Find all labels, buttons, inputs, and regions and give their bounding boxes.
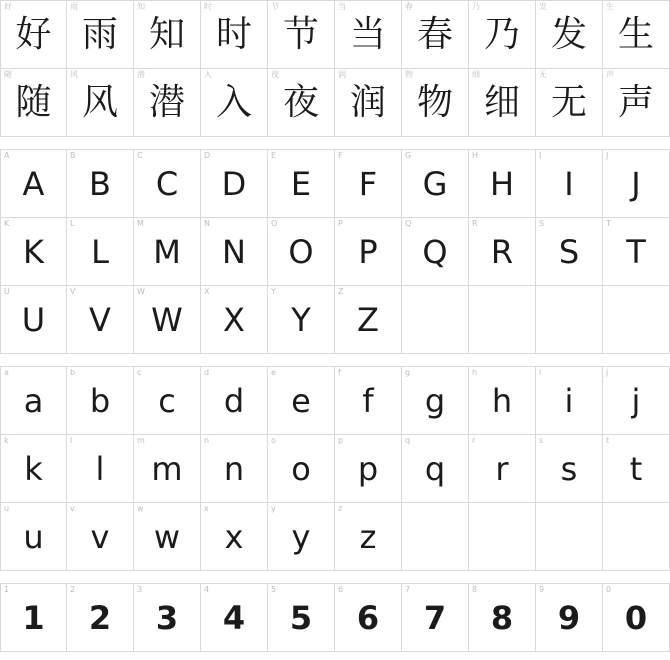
glyph-cell: [469, 150, 536, 217]
glyph-tag: y: [271, 504, 276, 513]
glyph-tag: t: [606, 436, 610, 445]
glyph-character: 5: [289, 598, 313, 637]
glyph-tag: W: [137, 287, 145, 296]
glyph-cell: [402, 367, 469, 434]
glyph-cell: [201, 1, 268, 68]
glyph-cell-empty: [402, 503, 469, 570]
glyph-cell: [0, 286, 67, 353]
glyph-cell: [603, 435, 670, 502]
glyph-cell: [603, 584, 670, 651]
glyph-tag: r: [472, 436, 476, 445]
glyph-cell: [67, 218, 134, 285]
glyph-cell: [201, 435, 268, 502]
glyph-tag: Y: [271, 287, 276, 296]
glyph-character: P: [358, 232, 378, 271]
glyph-character: 6: [356, 598, 380, 637]
glyph-cell: [0, 150, 67, 217]
glyph-tag: s: [539, 436, 544, 445]
glyph-tag: 8: [472, 585, 478, 594]
glyph-character: L: [91, 232, 109, 271]
glyph-cell: [335, 218, 402, 285]
glyph-character: a: [23, 381, 44, 420]
glyph-cell: [201, 367, 268, 434]
glyph-character: 9: [557, 598, 581, 637]
glyph-character: 2: [88, 598, 112, 637]
glyph-cell: [402, 435, 469, 502]
glyph-cell: [0, 367, 67, 434]
glyph-character: v: [90, 517, 110, 556]
glyph-cell-empty: [469, 503, 536, 570]
glyph-character: 1: [22, 598, 45, 637]
glyph-tag: m: [137, 436, 145, 445]
glyph-cell: [603, 69, 670, 136]
glyph-cell: [536, 69, 603, 136]
glyph-cell: [201, 503, 268, 570]
glyph-cell: [335, 367, 402, 434]
glyph-cell: [201, 286, 268, 353]
glyph-cell: [67, 435, 134, 502]
glyph-tag: 润: [338, 70, 346, 79]
glyph-tag: B: [70, 151, 76, 160]
glyph-cell: [0, 503, 67, 570]
glyph-row: [0, 366, 670, 434]
glyph-cell-empty: [402, 286, 469, 353]
glyph-tag: H: [472, 151, 479, 160]
glyph-tag: e: [271, 368, 276, 377]
glyph-character: H: [489, 164, 515, 203]
glyph-cell: [402, 150, 469, 217]
glyph-character: 物: [416, 81, 453, 123]
glyph-character: 节: [282, 13, 319, 55]
glyph-character: l: [95, 449, 105, 488]
glyph-character: O: [288, 232, 314, 271]
glyph-tag: b: [70, 368, 76, 377]
glyph-cell: [134, 286, 201, 353]
glyph-character: D: [221, 164, 247, 203]
glyph-tag: a: [4, 368, 9, 377]
glyph-character: I: [564, 164, 574, 203]
glyph-cell: [335, 503, 402, 570]
glyph-character: m: [151, 449, 183, 488]
glyph-tag: 细: [472, 70, 480, 79]
glyph-cell: [0, 69, 67, 136]
glyph-tag: n: [204, 436, 210, 445]
glyph-tag: i: [539, 368, 542, 377]
glyph-tag: x: [204, 504, 209, 513]
glyph-cell: [268, 150, 335, 217]
glyph-character: c: [158, 381, 176, 420]
glyph-cell: [469, 584, 536, 651]
glyph-character: J: [631, 164, 641, 203]
glyph-tag: 知: [137, 2, 145, 11]
glyph-tag: E: [271, 151, 277, 160]
glyph-cell: [603, 150, 670, 217]
glyph-cell-empty: [603, 503, 670, 570]
glyph-tag: q: [405, 436, 411, 445]
glyph-cell: [134, 367, 201, 434]
glyph-tag: K: [4, 219, 10, 228]
glyph-cell: [536, 150, 603, 217]
glyph-tag: I: [539, 151, 542, 160]
glyph-cell: [536, 367, 603, 434]
glyph-cell-empty: [469, 286, 536, 353]
glyph-character: U: [21, 300, 46, 339]
glyph-character: 3: [155, 598, 179, 637]
glyph-tag: w: [137, 504, 144, 513]
glyph-tag: 好: [4, 2, 12, 11]
glyph-cell: [134, 69, 201, 136]
glyph-tag: u: [4, 504, 10, 513]
glyph-character: 入: [215, 81, 252, 123]
glyph-cell: [469, 69, 536, 136]
glyph-cell: [268, 503, 335, 570]
glyph-character: 0: [624, 598, 648, 637]
glyph-character: 乃: [483, 13, 520, 55]
glyph-cell: [469, 218, 536, 285]
glyph-cell: [335, 1, 402, 68]
glyph-character: f: [362, 381, 374, 420]
glyph-cell: [201, 69, 268, 136]
glyph-character: 潜: [148, 81, 185, 123]
glyph-cell: [335, 69, 402, 136]
glyph-row: [0, 217, 670, 285]
glyph-cell: [268, 1, 335, 68]
glyph-character: 当: [349, 13, 386, 55]
glyph-tag: k: [4, 436, 9, 445]
glyph-row: [0, 0, 670, 68]
glyph-row: [0, 583, 670, 652]
section-spacer: [0, 137, 670, 149]
section-spacer: [0, 354, 670, 366]
glyph-character: 随: [15, 81, 52, 123]
glyph-tag: G: [405, 151, 412, 160]
glyph-tag: S: [539, 219, 545, 228]
glyph-character: j: [631, 381, 641, 420]
glyph-character: M: [153, 232, 181, 271]
glyph-cell: [469, 367, 536, 434]
glyph-cell: [469, 1, 536, 68]
glyph-character: w: [153, 517, 181, 556]
glyph-tag: 5: [271, 585, 277, 594]
glyph-character: 夜: [282, 81, 319, 123]
glyph-row: [0, 502, 670, 571]
glyph-tag: M: [137, 219, 144, 228]
glyph-cell: [134, 584, 201, 651]
glyph-tag: R: [472, 219, 478, 228]
glyph-cell: [268, 218, 335, 285]
glyph-cell: [0, 584, 67, 651]
glyph-cell: [402, 584, 469, 651]
glyph-tag: d: [204, 368, 210, 377]
glyph-tag: 声: [606, 70, 614, 79]
glyph-cell: [335, 286, 402, 353]
glyph-character: x: [224, 517, 244, 556]
glyph-tag: T: [606, 219, 611, 228]
glyph-cell-empty: [603, 286, 670, 353]
glyph-tag: 4: [204, 585, 210, 594]
glyph-cell: [201, 218, 268, 285]
glyph-row: [0, 285, 670, 354]
glyph-cell: [268, 435, 335, 502]
glyph-cell: [268, 584, 335, 651]
glyph-character: T: [626, 232, 646, 271]
glyph-cell: [469, 435, 536, 502]
glyph-character: 时: [215, 13, 252, 55]
section-spacer: [0, 571, 670, 583]
glyph-tag: 9: [539, 585, 545, 594]
glyph-cell: [134, 435, 201, 502]
glyph-character: g: [424, 381, 446, 420]
glyph-character: 细: [483, 81, 520, 123]
glyph-character: r: [495, 449, 509, 488]
glyph-character: e: [291, 381, 311, 420]
glyph-tag: X: [204, 287, 210, 296]
glyph-character: 雨: [81, 13, 118, 55]
glyph-tag: o: [271, 436, 276, 445]
glyph-cell: [536, 435, 603, 502]
glyph-tag: A: [4, 151, 10, 160]
glyph-cell: [67, 1, 134, 68]
glyph-cell: [268, 367, 335, 434]
glyph-tag: 乃: [472, 2, 480, 11]
glyph-tag: 6: [338, 585, 344, 594]
glyph-tag: 物: [405, 70, 413, 79]
glyph-character: z: [359, 517, 377, 556]
glyph-tag: h: [472, 368, 478, 377]
glyph-tag: j: [606, 368, 609, 377]
glyph-row: [0, 68, 670, 137]
glyph-tag: 入: [204, 70, 212, 79]
glyph-cell: [134, 503, 201, 570]
glyph-cell-empty: [536, 503, 603, 570]
glyph-character: S: [558, 232, 580, 271]
glyph-tag: V: [70, 287, 76, 296]
glyph-character: 润: [349, 81, 386, 123]
glyph-character: 生: [617, 13, 654, 55]
glyph-tag: F: [338, 151, 343, 160]
glyph-cell: [67, 286, 134, 353]
glyph-tag: 潜: [137, 70, 145, 79]
glyph-character: q: [424, 449, 446, 488]
glyph-character: F: [358, 164, 378, 203]
glyph-tag: 当: [338, 2, 346, 11]
glyph-character: Q: [422, 232, 448, 271]
glyph-cell: [536, 218, 603, 285]
glyph-tag: 1: [4, 585, 10, 594]
glyph-tag: 春: [405, 2, 413, 11]
glyph-character: B: [89, 164, 111, 203]
glyph-cell: [0, 218, 67, 285]
glyph-tag: 节: [271, 2, 279, 11]
glyph-tag: 发: [539, 2, 547, 11]
glyph-character: N: [222, 232, 246, 271]
glyph-character: o: [291, 449, 311, 488]
glyph-character: G: [422, 164, 448, 203]
glyph-character: E: [290, 164, 312, 203]
glyph-cell: [536, 1, 603, 68]
glyph-character: p: [357, 449, 379, 488]
glyph-tag: 风: [70, 70, 78, 79]
glyph-cell: [67, 503, 134, 570]
glyph-cell: [536, 584, 603, 651]
glyph-character: k: [24, 449, 43, 488]
glyph-tag: N: [204, 219, 210, 228]
glyph-tag: 生: [606, 2, 614, 11]
glyph-character: 无: [550, 81, 587, 123]
glyph-character: 发: [550, 13, 587, 55]
glyph-cell: [134, 218, 201, 285]
glyph-tag: l: [70, 436, 73, 445]
glyph-tag: Q: [405, 219, 412, 228]
glyph-tag: 7: [405, 585, 411, 594]
glyph-cell: [134, 150, 201, 217]
glyph-tag: 时: [204, 2, 212, 11]
glyph-character: b: [89, 381, 111, 420]
glyph-tag: c: [137, 368, 142, 377]
glyph-character: 好: [15, 13, 52, 55]
glyph-cell: [134, 1, 201, 68]
glyph-tag: z: [338, 504, 343, 513]
glyph-cell: [67, 584, 134, 651]
glyph-tag: Z: [338, 287, 344, 296]
glyph-character: 风: [81, 81, 118, 123]
glyph-character: Z: [357, 300, 379, 339]
glyph-character: d: [223, 381, 245, 420]
glyph-tag: 随: [4, 70, 12, 79]
glyph-character: n: [223, 449, 245, 488]
glyph-cell: [67, 69, 134, 136]
glyph-tag: 3: [137, 585, 143, 594]
glyph-character: Y: [291, 300, 311, 339]
glyph-cell: [402, 1, 469, 68]
glyph-cell-empty: [536, 286, 603, 353]
glyph-cell: [603, 367, 670, 434]
glyph-cell: [67, 150, 134, 217]
glyph-character: 知: [148, 13, 185, 55]
glyph-character: A: [22, 164, 45, 203]
glyph-character: 8: [490, 598, 514, 637]
glyph-cell: [335, 150, 402, 217]
glyph-cell: [268, 286, 335, 353]
glyph-character: h: [491, 381, 513, 420]
glyph-character: 春: [416, 13, 453, 55]
glyph-tag: 2: [70, 585, 76, 594]
glyph-cell: [67, 367, 134, 434]
glyph-character: W: [151, 300, 183, 339]
glyph-tag: f: [338, 368, 341, 377]
glyph-cell: [335, 584, 402, 651]
glyph-cell: [268, 69, 335, 136]
glyph-tag: J: [606, 151, 609, 160]
glyph-row: [0, 149, 670, 217]
glyph-cell: [0, 435, 67, 502]
glyph-tag: D: [204, 151, 211, 160]
glyph-tag: 雨: [70, 2, 78, 11]
glyph-cell: [402, 218, 469, 285]
glyph-character: C: [155, 164, 179, 203]
glyph-tag: p: [338, 436, 344, 445]
glyph-cell: [603, 218, 670, 285]
glyph-character: i: [564, 381, 574, 420]
glyph-character: 4: [222, 598, 246, 637]
glyph-character: y: [291, 517, 311, 556]
glyph-cell: [201, 150, 268, 217]
glyph-tag: 夜: [271, 70, 279, 79]
glyph-cell: [0, 1, 67, 68]
glyph-character: R: [490, 232, 514, 271]
glyph-tag: L: [70, 219, 75, 228]
glyph-tag: C: [137, 151, 143, 160]
glyph-tag: 0: [606, 585, 612, 594]
glyph-tag: g: [405, 368, 411, 377]
glyph-tag: O: [271, 219, 278, 228]
glyph-cell: [603, 1, 670, 68]
glyph-tag: 无: [539, 70, 547, 79]
glyph-character: V: [89, 300, 111, 339]
glyph-cell: [201, 584, 268, 651]
glyph-character: X: [223, 300, 245, 339]
glyph-character: t: [629, 449, 643, 488]
glyph-tag: v: [70, 504, 75, 513]
glyph-character: K: [23, 232, 44, 271]
glyph-tag: U: [4, 287, 10, 296]
glyph-character: s: [560, 449, 578, 488]
glyph-row: [0, 434, 670, 502]
glyph-character: u: [23, 517, 44, 556]
glyph-character: 声: [617, 81, 654, 123]
glyph-cell: [335, 435, 402, 502]
glyph-tag: P: [338, 219, 343, 228]
glyph-cell: [402, 69, 469, 136]
glyph-character: 7: [423, 598, 447, 637]
